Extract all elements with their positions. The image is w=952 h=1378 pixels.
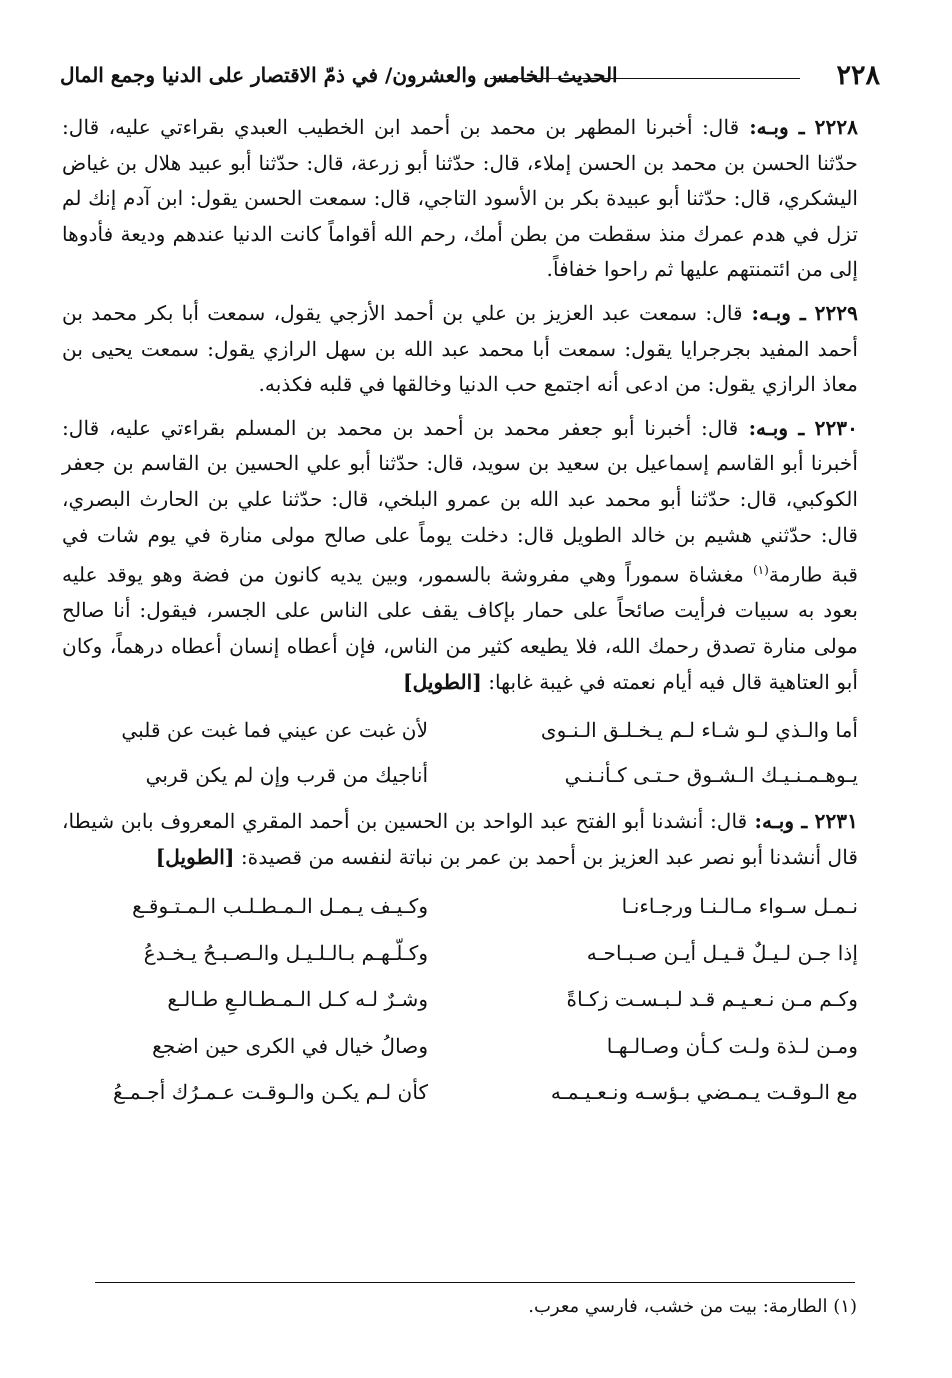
hadith-text-continued: مغشاة سموراً وهي مفروشة بالسمور، وبين يديه كانون من فضة وهو يوقد عليه بعود به سبيات فرأيت صائحاً على حمار بإكاف يقف على الناس على الجسر، فيقول: أنا صالح مولى منارة تصدق رحمك الله، فلا يطيعه كثير من الناس، فإن أعطاه إنسان أعطاه درهماً، وكان أبو العتاهية قال فيه أيام نعمته في غيبة غابها: [62, 562, 858, 694]
page-header [60, 60, 880, 96]
verse [62, 708, 858, 753]
verse-second-hemistich: أناجيك من قرب وإن لم يكن قربي [145, 763, 429, 788]
wabihi-marker: ـ وبـه: [742, 300, 815, 325]
page-body [62, 110, 858, 1122]
verse-first-hemistich: إذا جـن لـيـلٌ قـيـل أيـن صـبـاحـه [586, 940, 858, 965]
hadith-2231 [62, 804, 858, 875]
hadith-text: قال: أنشدنا أبو الفتح عبد الواحد بن الحسين بن أحمد المقري المعروف بابن شيطا، قال أنشدنا أبو نصر عبد العزيز بن أحمد بن عمر بن نباتة لنفسه من قصيدة: [62, 809, 858, 869]
verse-second-hemistich: وكـيـف يـمـل الـمـطـلـب الـمـتـوقـع [132, 894, 429, 919]
verse-first-hemistich: ومـن لـذة ولـت كـأن وصـالـهـا [606, 1033, 858, 1058]
wabihi-marker: ـ وبـه: [739, 115, 815, 139]
verse [62, 883, 858, 930]
meter-label: [الطويل] [155, 844, 235, 869]
wabihi-marker: ـ وبـه: [738, 415, 815, 440]
poem-2 [62, 883, 858, 1116]
verse-second-hemistich: كأن لـم يكـن والـوقـت عـمـرُك أجـمـعُ [113, 1080, 429, 1105]
verse [62, 753, 858, 798]
verse-second-hemistich: وكـلّـهـم بـالـلـيـل والـصـبـحُ يـخـدعُ [143, 940, 429, 965]
hadith-2228 [62, 110, 858, 288]
hadith-2230 [62, 411, 858, 700]
verse-second-hemistich: لأن غبت عن عيني فما غبت عن قلبي [121, 718, 429, 743]
verse [62, 930, 858, 977]
hadith-text: قال: أخبرنا أبو جعفر محمد بن أحمد بن محمد بن المسلم بقراءتي عليه، قال: أخبرنا أبو القاسم إسماعيل بن سعيد بن سويد، قال: حدّثنا أبو علي الحسين بن القاسم بن جعفر الكوكبي، قال: حدّثنا أبو محمد عبد الله بن عمرو البلخي، قال: حدّثنا علي بن الحارث البصري، قال: حدّثني هشيم بن خالد الطويل قال: دخلت يوماً على صالح مولى منارة في يوم شات في قبة طارمة [62, 415, 858, 587]
hadith-text: قال: أخبرنا المطهر بن محمد بن أحمد ابن الخطيب العبدي بقراءتي عليه، قال: حدّثنا الحسن بن محمد بن الحسن إملاء، قال: حدّثنا أبو زرعة، قال: حدّثنا أبو عبيد هلال بن غياض اليشكري، قال: حدّثنا أبو عبيدة بكر بن الأسود التاجي، قال: سمعت الحسن يقول: ابن آدم إنك لم تزل في هدم عمرك منذ سقطت من بطن أمك، رحم الله أقواماً كانت الدنيا عندهم وديعة فأدوها إلى من ائتمنتهم عليها ثم راحوا خفافاً. [62, 115, 858, 282]
page-number: ٢٢٨ [836, 60, 880, 91]
verse [62, 976, 858, 1023]
verse [62, 1023, 858, 1070]
verse-first-hemistich: نـمـل سـواء مـالـنـا ورجـاءنـا [621, 894, 858, 919]
verse-second-hemistich: وصالُ خيال في الكرى حين اضجع [152, 1033, 429, 1058]
verse-first-hemistich: يـوهـمـنـيـك الـشـوق حـتـى كـأنـنـي [564, 763, 858, 788]
hadith-number: ٢٢٣٠ [814, 415, 858, 440]
hadith-text: قال: سمعت عبد العزيز بن علي بن أحمد الأزجي يقول، سمعت أبا بكر محمد بن أحمد المفيد بجرجرايا يقول: سمعت أبا محمد عبد الله بن سهل الرازي يقول: سمعت يحيى بن معاذ الرازي يقول: من ادعى أنه اجتمع حب الدنيا وخالقها في قلبه فكذبه. [62, 300, 858, 397]
hadith-number: ٢٢٣١ [814, 809, 858, 834]
footnote-reference: (١) [752, 563, 769, 578]
verse-first-hemistich: وكـم مـن نـعـيـم قـد لـبـسـت زكـاةً [566, 987, 858, 1012]
verse [62, 1069, 858, 1116]
verse-first-hemistich: مع الـوقـت يـمـضي بـؤسـه ونـعـيـمـه [550, 1080, 858, 1105]
running-title: الحديث الخامس والعشرون/ في ذمّ الاقتصار على الدنيا وجمع المال [60, 63, 618, 87]
footnote-rule [95, 1282, 855, 1283]
footnote: (١) الطارمة: بيت من خشب، فارسي معرب. [528, 1296, 857, 1317]
hadith-2229 [62, 296, 858, 403]
wabihi-marker: ـ وبـه: [747, 809, 815, 834]
hadith-number: ٢٢٢٩ [814, 300, 858, 325]
poem-1 [62, 708, 858, 798]
verse-second-hemistich: وشـرٌ لـه كـل الـمـطـالـعِ طـالـع [167, 987, 429, 1012]
meter-label: [الطويل] [403, 669, 482, 694]
verse-first-hemistich: أما والـذي لـو شـاء لـم يـخـلـق الـنـوى [540, 718, 858, 743]
hadith-number: ٢٢٢٨ [814, 115, 859, 139]
